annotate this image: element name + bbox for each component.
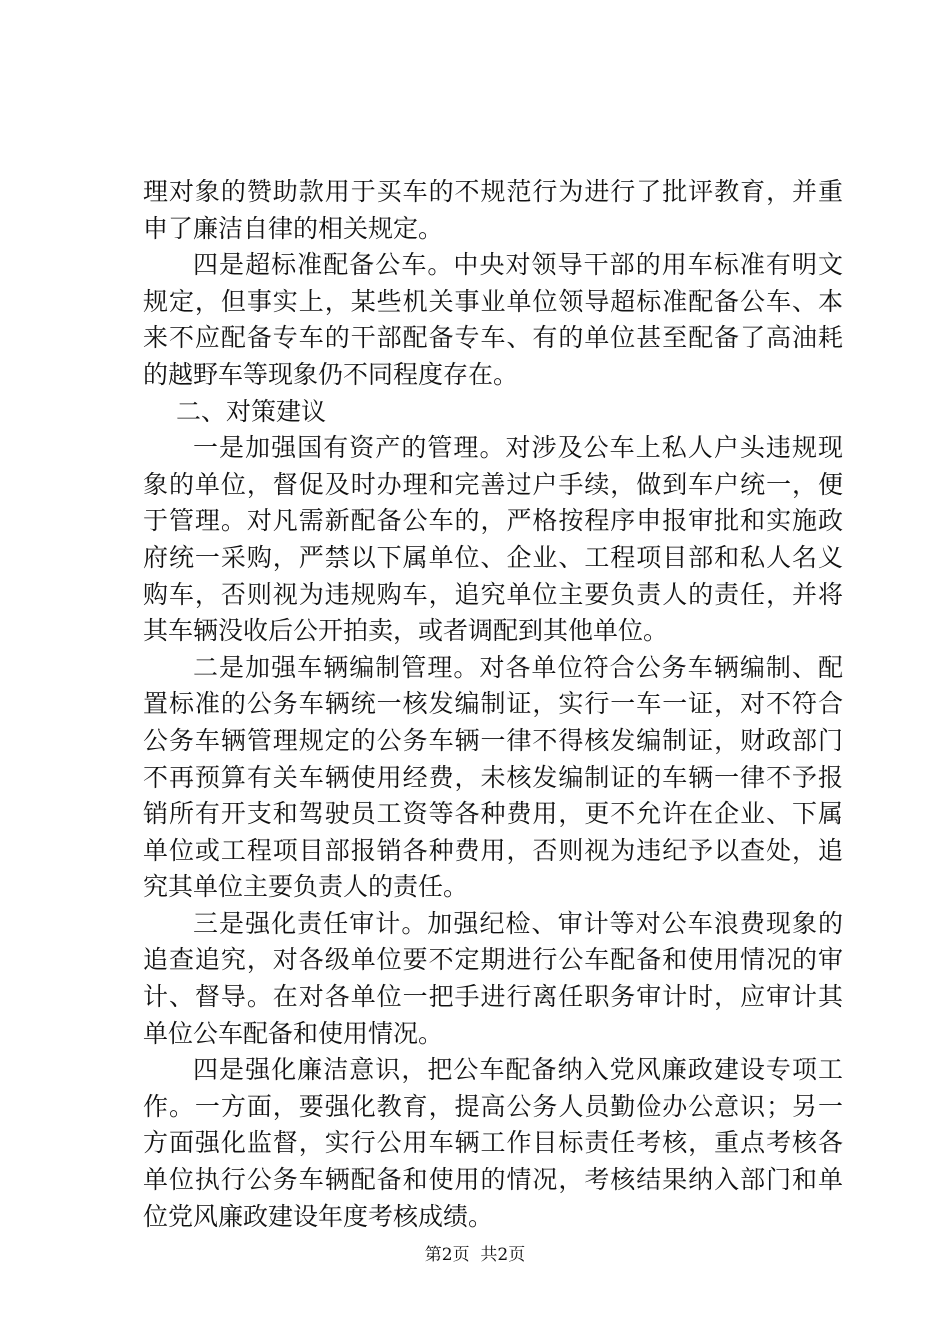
text-line: 究其单位主要负责人的责任。 (143, 872, 469, 902)
text-line: 公务车辆管理规定的公务车辆一律不得核发编制证，财政部门 (143, 725, 843, 755)
text-line: 四是超标准配备公车。中央对领导干部的用车标准有明文 (193, 250, 843, 280)
text-line: 购车，否则视为违规购车，追究单位主要负责人的责任，并将 (143, 579, 843, 609)
paragraph-oversized-cars (143, 247, 843, 393)
document-body (143, 174, 843, 1235)
text-line: 理对象的赞助款用于买车的不规范行为进行了批评教育，并重 (143, 177, 843, 206)
text-line: 三是强化责任审计。加强纪检、审计等对公车浪费现象的 (193, 908, 843, 938)
text-line: 其车辆没收后公开拍卖，或者调配到其他单位。 (143, 616, 669, 646)
text-line: 方面强化监督，实行公用车辆工作目标责任考核，重点考核各 (143, 1128, 843, 1158)
text-line: 计、督导。在对各单位一把手进行离任职务审计时，应审计其 (143, 982, 843, 1012)
paragraph-integrity (143, 1052, 843, 1235)
text-line: 象的单位，督促及时办理和完善过户手续，做到车户统一，便 (143, 469, 843, 499)
page-footer (0, 1244, 950, 1266)
text-line: 不再预算有关车辆使用经费，未核发编制证的车辆一律不予报 (143, 762, 843, 792)
text-line: 的越野车等现象仍不同程度存在。 (143, 359, 519, 389)
text-line: 单位或工程项目部报销各种费用，否则视为违纪予以查处，追 (143, 835, 843, 865)
paragraph-continuation (143, 174, 843, 247)
text-line: 销所有开支和驾驶员工资等各种费用，更不允许在企业、下属 (143, 799, 843, 829)
text-line: 作。一方面，要强化教育，提高公务人员勤俭办公意识；另一 (143, 1091, 843, 1121)
text-line: 位党风廉政建设年度考核成绩。 (143, 1201, 494, 1231)
paragraph-vehicle-quota (143, 650, 843, 906)
text-line: 于管理。对凡需新配备公车的，严格按程序申报审批和实施政 (143, 506, 843, 536)
section-heading-text: 二、对策建议 (176, 396, 327, 426)
text-line: 来不应配备专车的干部配备专车、有的单位甚至配备了高油耗 (143, 323, 843, 353)
text-line: 二是加强车辆编制管理。对各单位符合公务车辆编制、配 (193, 652, 843, 682)
text-line: 追查追究，对各级单位要不定期进行公车配备和使用情况的审 (143, 945, 843, 975)
section-heading (143, 394, 843, 431)
text-line: 四是强化廉洁意识，把公车配备纳入党风廉政建设专项工 (193, 1055, 843, 1085)
paragraph-audit (143, 906, 843, 1052)
text-line: 府统一采购，严禁以下属单位、企业、工程项目部和私人名义 (143, 542, 843, 572)
text-line: 单位执行公务车辆配备和使用的情况，考核结果纳入部门和单 (143, 1165, 843, 1195)
paragraph-asset-management (143, 430, 843, 650)
text-line: 置标准的公务车辆统一核发编制证，实行一车一证，对不符合 (143, 689, 843, 719)
text-line: 申了廉洁自律的相关规定。 (143, 213, 444, 243)
text-line: 单位公车配备和使用情况。 (143, 1018, 444, 1048)
page-indicator: 第2页 共2页 (424, 1245, 526, 1265)
text-line: 一是加强国有资产的管理。对涉及公车上私人户头违规现 (193, 433, 843, 463)
text-line: 规定，但事实上，某些机关事业单位领导超标准配备公车、本 (143, 286, 843, 316)
